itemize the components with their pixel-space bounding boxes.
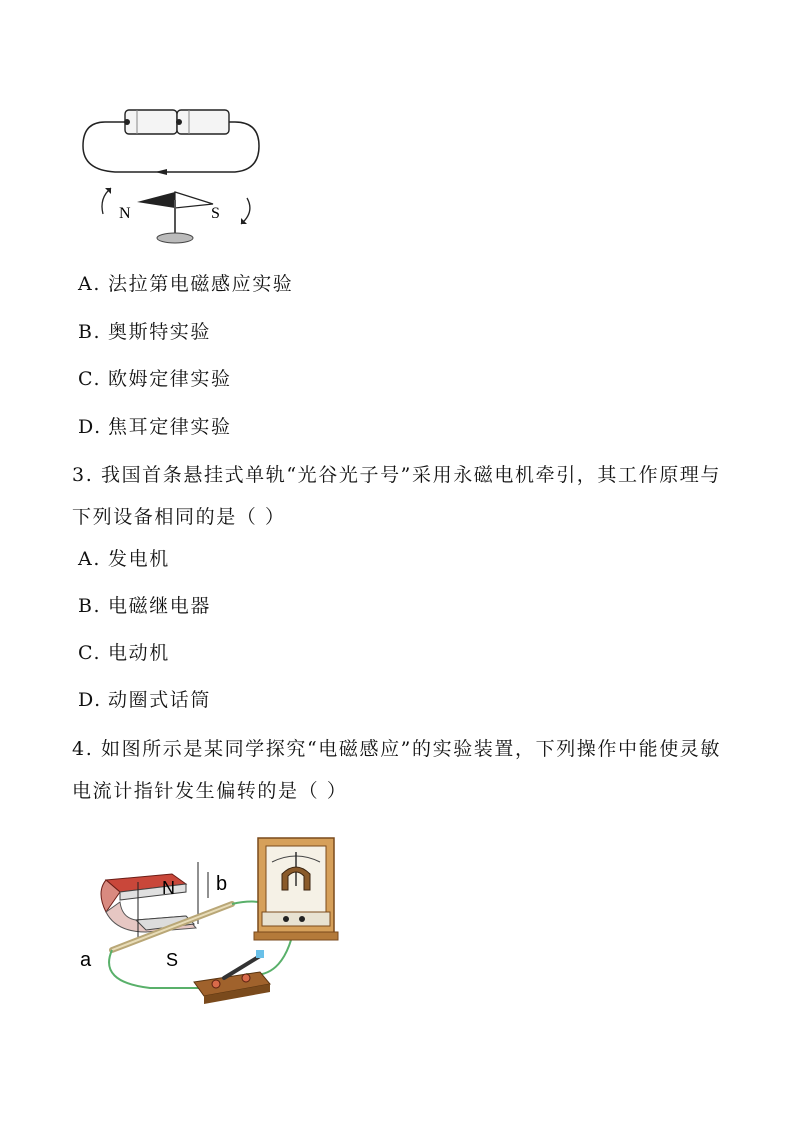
- option-text: 动圈式话筒: [108, 689, 212, 711]
- option-letter: C.: [78, 368, 102, 390]
- option-text: 电磁继电器: [108, 595, 212, 617]
- option-text: 焦耳定律实验: [108, 416, 232, 438]
- option-letter: B.: [78, 321, 102, 343]
- label-s: S: [166, 950, 179, 970]
- terminal-right: [299, 916, 305, 922]
- q2-option-c: [78, 367, 232, 391]
- option-text: 奥斯特实验: [108, 321, 212, 343]
- q3-stem-line1: 3. 我国首条悬挂式单轨“光谷光子号”采用永磁电机牵引，其工作原理与: [72, 464, 721, 486]
- terminal-left: [283, 916, 289, 922]
- option-letter: A.: [78, 548, 101, 570]
- label-b: b: [216, 873, 228, 895]
- compass-base: [157, 233, 193, 243]
- q3-option-d: [78, 688, 211, 712]
- option-letter: D.: [78, 689, 102, 711]
- option-text: 欧姆定律实验: [108, 368, 232, 390]
- induction-figure: [76, 832, 346, 1012]
- option-letter: D.: [78, 416, 102, 438]
- option-text: 电动机: [108, 642, 170, 664]
- battery-left: [125, 110, 177, 134]
- q2-option-b: [78, 320, 211, 344]
- battery-right: [177, 110, 229, 134]
- current-arrow: [155, 169, 167, 175]
- compass-needle-south: [175, 192, 213, 208]
- label-n: N: [162, 878, 175, 898]
- option-letter: A.: [78, 273, 101, 295]
- label-s: S: [211, 205, 220, 222]
- label-a: a: [80, 949, 92, 971]
- q2-option-a: [78, 272, 293, 296]
- option-text: 发电机: [108, 548, 170, 570]
- option-letter: B.: [78, 595, 102, 617]
- option-letter: C.: [78, 642, 102, 664]
- label-n: N: [119, 205, 131, 222]
- option-text: 法拉第电磁感应实验: [108, 273, 294, 295]
- q3-option-a: [78, 547, 170, 571]
- compass-needle-north: [137, 192, 175, 208]
- oersted-figure: [75, 100, 275, 250]
- q4-stem-line2: 电流计指针发生偏转的是（ ）: [72, 780, 348, 802]
- q2-option-d: [78, 415, 232, 439]
- wire-a: [109, 950, 208, 988]
- q3-option-c: [78, 641, 170, 665]
- q3-stem-line2: 下列设备相同的是（ ）: [72, 506, 286, 528]
- q4-stem-line1: 4. 如图所示是某同学探究“电磁感应”的实验装置，下列操作中能使灵敏: [72, 738, 721, 760]
- q3-option-b: [78, 594, 211, 618]
